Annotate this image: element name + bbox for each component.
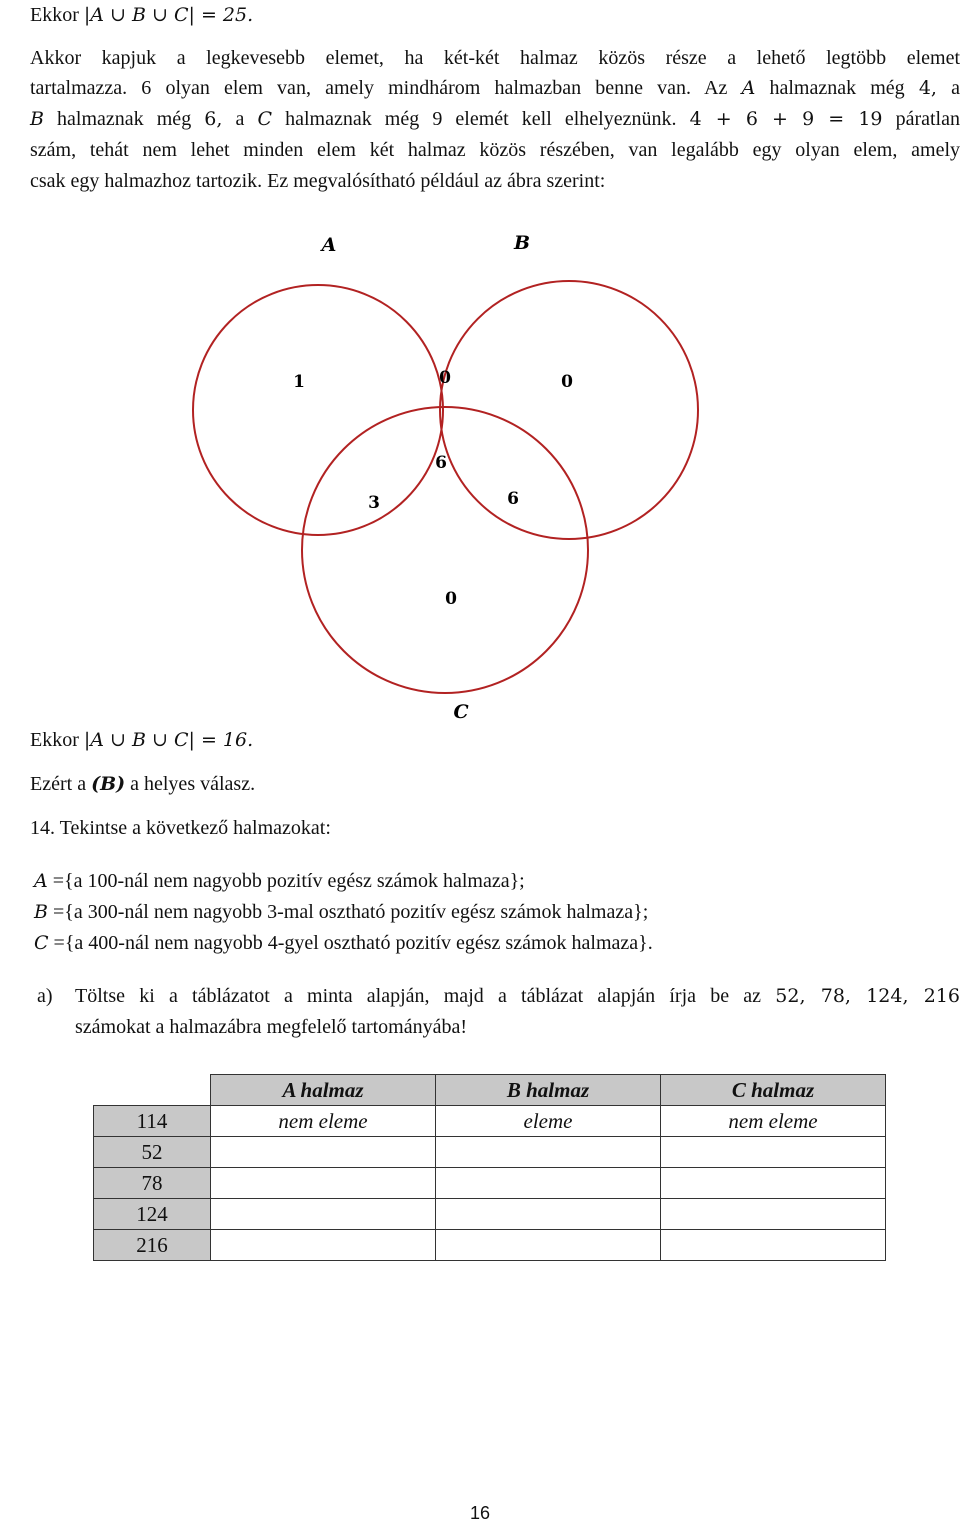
region-only-B: 0: [561, 372, 573, 392]
part-a-line-1: [75, 983, 960, 1009]
paragraph-line-5: csak egy halmazhoz tartozik. Ez megvalósítható például az ábra szerint:: [30, 170, 606, 192]
table-row: [94, 1137, 886, 1168]
union-expression: |A ∪ B ∪ C| = 16.: [83, 729, 254, 751]
table-row: [94, 1168, 886, 1199]
text-span: halmaznak még 9 elemét kell elhelyeznünk.: [272, 108, 690, 130]
table-cell[interactable]: [211, 1230, 436, 1261]
ekkor-word: Ekkor: [30, 4, 79, 26]
task-14-heading: 14. Tekintse a következő halmazokat:: [30, 817, 331, 839]
set-A-definition: [34, 868, 525, 894]
table-cell[interactable]: [436, 1230, 661, 1261]
venn-diagram: [0, 0, 960, 740]
table-header-A: A halmaz: [211, 1075, 436, 1106]
region-only-C: 0: [445, 589, 457, 609]
table-header-C: C halmaz: [661, 1075, 886, 1106]
table-cell[interactable]: [436, 1137, 661, 1168]
table-cell[interactable]: [211, 1137, 436, 1168]
math-sum: 4 + 6 + 9 = 19: [689, 108, 883, 130]
row-label: 216: [94, 1230, 211, 1261]
circle-C: [302, 407, 588, 693]
part-a-numbers: 52, 78, 124, 216: [775, 985, 960, 1007]
paragraph-line-4: szám, tehát nem lehet minden elem két halmaz közös részében, van legalább egy olyan elem, amely: [30, 139, 960, 161]
table-cell[interactable]: [436, 1168, 661, 1199]
text-span: tartalmazza. 6 olyan elem van, amely mindhárom halmazban benne van. Az: [30, 77, 742, 99]
math-C: C: [34, 932, 49, 954]
text-span: a helyes válasz.: [125, 773, 256, 795]
ekkor-word: Ekkor: [30, 729, 79, 751]
table-cell[interactable]: [661, 1137, 886, 1168]
text-span: a: [936, 77, 960, 99]
text-span: ={a 400-nál nem nagyobb 4-gyel osztható pozitív egész számok halmaza}.: [48, 932, 653, 954]
region-all-three: 6: [435, 453, 447, 473]
table-cell[interactable]: nem eleme: [661, 1106, 886, 1137]
region-B-and-C: 6: [507, 489, 519, 509]
math-B: B: [34, 901, 48, 923]
circle-A: [193, 285, 443, 535]
table-corner: [94, 1075, 211, 1106]
table-cell[interactable]: eleme: [436, 1106, 661, 1137]
region-A-and-C: 3: [368, 493, 380, 513]
answer-line: [30, 771, 255, 797]
membership-table: [93, 1074, 886, 1261]
table-row: [94, 1230, 886, 1261]
table-cell[interactable]: [211, 1199, 436, 1230]
math-6: 6,: [204, 108, 223, 130]
paragraph-line-1: Akkor kapjuk a legkevesebb elemet, ha két-két halmaz közös része a lehető legtöbb elemet: [30, 47, 960, 69]
table-cell[interactable]: [661, 1168, 886, 1199]
row-label: 114: [94, 1106, 211, 1137]
text-span: Töltse ki a táblázatot a minta alapján, majd a táblázat alapján írja be az: [75, 985, 762, 1007]
table-cell[interactable]: [436, 1199, 661, 1230]
table-header-B: B halmaz: [436, 1075, 661, 1106]
table-cell[interactable]: [211, 1168, 436, 1199]
result-union-line: [30, 727, 253, 753]
text-span: Ezért a: [30, 773, 92, 795]
venn-label-B: B: [513, 232, 531, 254]
part-a-line-2: számokat a halmazábra megfelelő tartományába!: [75, 1016, 468, 1038]
row-label: 78: [94, 1168, 211, 1199]
row-label: 124: [94, 1199, 211, 1230]
table-cell[interactable]: nem eleme: [211, 1106, 436, 1137]
table-row: [94, 1199, 886, 1230]
table-cell[interactable]: [661, 1230, 886, 1261]
set-C-definition: [34, 930, 653, 956]
math-4: 4,: [918, 77, 937, 99]
part-a-label: a): [37, 985, 53, 1007]
text-span: a: [222, 108, 258, 130]
set-B-definition: [34, 899, 648, 925]
region-A-and-B: 0: [439, 368, 451, 388]
math-C: C: [257, 108, 273, 130]
answer-choice: (B): [91, 773, 126, 795]
math-A: A: [34, 870, 48, 892]
text-span: halmaznak még: [43, 108, 205, 130]
text-span: halmaznak még: [755, 77, 919, 99]
table-cell[interactable]: [661, 1199, 886, 1230]
table-header-row: [94, 1075, 886, 1106]
text-span: ={a 100-nál nem nagyobb pozitív egész számok halmaza};: [47, 870, 525, 892]
venn-label-C: C: [453, 701, 469, 723]
table-row: [94, 1106, 886, 1137]
region-only-A: 1: [293, 372, 305, 392]
text-span: ={a 300-nál nem nagyobb 3-mal osztható pozitív egész számok halmaza};: [47, 901, 649, 923]
venn-label-A: A: [321, 234, 337, 256]
text-span: páratlan: [882, 108, 960, 130]
math-B: B: [30, 108, 44, 130]
math-A: A: [741, 77, 756, 99]
page-number: 16: [469, 1503, 491, 1523]
union-expression: |A ∪ B ∪ C| = 25.: [83, 4, 254, 26]
row-label: 52: [94, 1137, 211, 1168]
